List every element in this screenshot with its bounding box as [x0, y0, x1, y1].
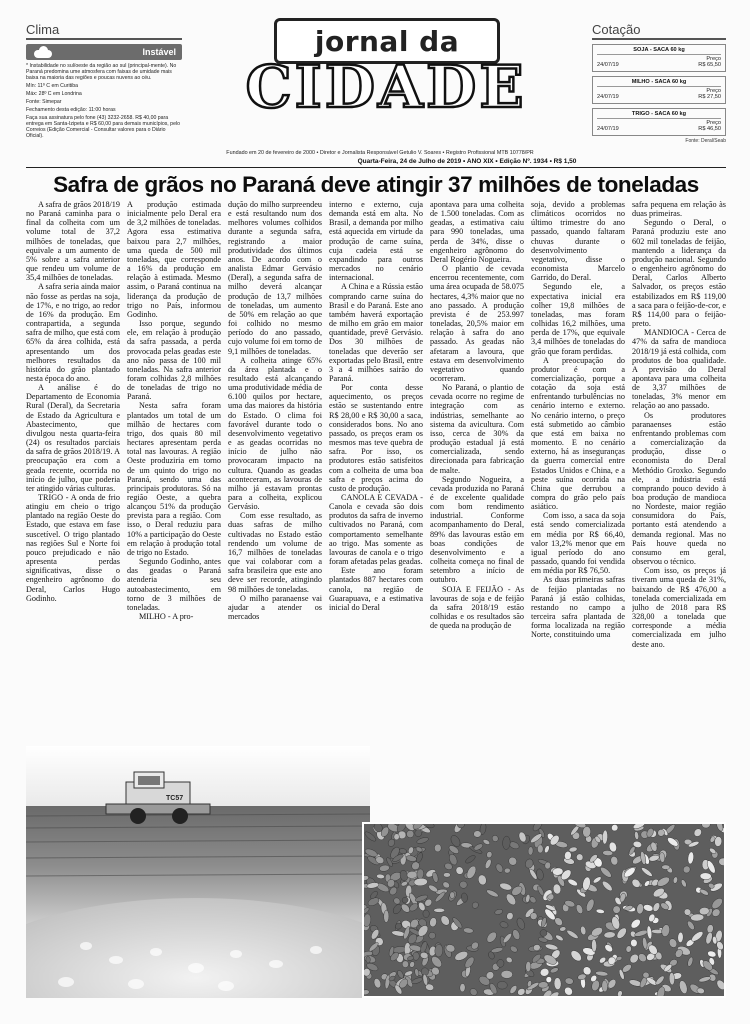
masthead-name-top: jornal da	[314, 24, 460, 58]
grain	[496, 959, 504, 968]
grain	[384, 910, 389, 922]
article-paragraph: Segundo Nogueira, a cevada produzida no Paraná é de excelente qualidade com bom rendimento industrial. Conforme acompanhamento do Deral, 89% das lavouras estão em boas condições de desenvolvimento e a colheita começa no final de setembro a início de outubro.	[430, 474, 524, 585]
grain	[434, 844, 441, 852]
article-paragraph: safra pequena em relação às duas primeiras.	[632, 200, 726, 219]
grain	[537, 845, 543, 853]
weather-note: Fonte: Simepar	[26, 99, 62, 105]
grain	[366, 956, 371, 963]
grain	[526, 961, 531, 971]
grain	[538, 981, 548, 988]
article-column	[632, 200, 726, 748]
article-column	[26, 200, 120, 748]
grain	[473, 831, 481, 838]
grain	[591, 939, 596, 952]
grain	[443, 873, 450, 878]
grain	[450, 892, 455, 899]
article-paragraph: MILHO - A pro-	[139, 612, 194, 622]
harvester-label: TC57	[166, 795, 184, 802]
grain	[412, 952, 419, 961]
article-paragraph: Com isso, a saca da soja está sendo comercializada em média por R$ 66,40, valor 13,2% menor que em igual período do ano passado, quando foi vendida em média por R$ 76,50.	[531, 511, 625, 576]
grains-photo	[362, 822, 726, 998]
grain	[460, 983, 466, 992]
article-body	[26, 200, 726, 748]
article-column	[430, 200, 524, 748]
weather-note: Fechamento desta edição: 11:00 horas	[26, 107, 116, 113]
grain	[602, 980, 608, 992]
quote-card	[592, 76, 726, 104]
quote-product: SOJA - SACA 60 kg	[597, 47, 721, 55]
article-paragraph: apontava para uma colheita de 1.500 toneladas. Com as geadas, a estimativa caiu para 990 toneladas, uma perda de 34%, disse o engenheiro agrônomo do Deral Rogério Nogueira.	[430, 200, 524, 264]
article-paragraph: TRIGO - A onda de frio atingiu em cheio o trigo plantado na região Oeste do Estado, que estava em fase suscetível. O trigo plantado nas regiões Sul e Norte foi pouco prejudicado e não apresenta perdas significativas, disse o engenheiro agrônomo do Deral, Carlos Hugo Godinho.	[26, 493, 120, 603]
article-paragraph: A safra seria ainda maior não fosse as perdas na soja, de 17%, e no trigo, ao redor de 16% da produção. Em contrapartida, a segunda safra de milho, que está com 65% da área colhida, está apresentando um dos melhores resultados da história do grão plantado nesta época do ano.	[26, 282, 120, 383]
masthead-date-line: Quarta-Feira, 24 de Julho de 2019 • ANO XIX • Edição Nº. 1934 • R$ 1,50	[357, 158, 577, 165]
grain	[678, 932, 684, 943]
grain	[630, 939, 637, 947]
weather-status: Instável	[142, 47, 176, 57]
article-paragraph: Isso porque, segundo ele, em relação à produção da safra passada, a perda provocada pelas geadas este ano não passa de 100 mil toneladas. Na safra anterior foram colhidas 2,8 milhões de toneladas de trigo no Paraná.	[127, 319, 221, 402]
grain	[402, 961, 408, 968]
article-paragraph: Segundo o Deral, o Paraná produziu este ano 602 mil toneladas de feijão, mantendo a liderança da produção nacional. Segundo o engenheiro agrônomo do Deral, Carlos Alberto Salvador, os preços estão estabilizados em R$ 119,00 a saca para o feijão-de-cor, e R$ 114,00 para o feijão-preto.	[632, 218, 726, 329]
quote-card	[592, 108, 726, 136]
article-headline: Safra de grãos no Paraná deve atingir 37 milhões de toneladas	[53, 172, 699, 197]
article-paragraph: soja, devido a problemas climáticos ocorridos no último trimestre do ano passado, quando faltaram chuvas durante o desenvolvimento vegetativo, disse o economista Marcelo Garrido, do Deral.	[531, 200, 625, 283]
quote-product: TRIGO - SACA 60 kg	[597, 111, 721, 119]
article-paragraph: Com isso, os preços já tiveram uma queda de 31%, baixando de R$ 476,00 a tonelada comercializada em julho de 2018 para R$ 328,00 a tonelada que corresponde a média comercializada em julho deste ano.	[632, 566, 726, 649]
grain	[669, 972, 675, 985]
article-paragraph: A China e a Rússia estão comprando carne suína do Brasil e do Paraná. Este ano também haverá exportação de milho em grão em maior quantidade, prevê Gervásio. Dos 30 milhões de toneladas que deverão ser exportadas pelo Brasil, entre 3 a 4 milhões sairão do Paraná.	[329, 282, 423, 383]
grain	[528, 847, 534, 856]
article-paragraph: Com esse resultado, as duas safras de milho cultivadas no Estado estão rendendo um volume de 16,7 milhões de toneladas que vai colaborar com a safra brasileira que este ano deve ser recorde, atingindo 98 milhões de toneladas.	[228, 511, 322, 594]
article-paragraph: O plantio de cevada encerrou recentemente, com uma área ocupada de 58.075 hectares, 4,3% maior que no ano passado. A produção prevista é de 253.997 toneladas, 20,5% maior em relação à safra do ano passado. As geadas não afetaram a lavoura, que estava em desenvolvimento vegetativo quando ocorreram.	[430, 264, 524, 383]
article-paragraph: As duas primeiras safras de feijão plantadas no Paraná já estão colhidas, restando no campo a terceira safra plantada de forma localizada na região Norte, constituindo uma	[531, 575, 625, 640]
masthead-name-big: CIDADE	[245, 53, 527, 121]
article-paragraph: A preocupação do produtor é com a comercialização, porque a cotação da soja está enfrentando turbulências no cenário interno e externo. No cenário interno, o preço está submetido ao câmbio que está em baixa no momento. E no cenário externo, há as inseguranças da guerra comercial entre Estados Unidos e China, e a peste suína ocorrida na China que derrubou a compra do grão pelo país asiático.	[531, 355, 625, 512]
article-paragraph: A colheita atinge 65% da área plantada e o resultado está alcançando uma produtividade média de 6.100 quilos por hectare, uma das maiores da história do Estado. O clima foi favorável durante todo o desenvolvimento vegetativo e as geadas ocorridas no início de julho não provocaram impacto na cultura. Quando as geadas aconteceram, as lavouras de milho já estavam prontas para a colheita, explicou Gervásio.	[228, 355, 322, 512]
quote-col-price: Preço	[706, 56, 721, 62]
grain	[394, 833, 400, 840]
article-column	[228, 200, 322, 748]
article-paragraph: MANDIOCA - Cerca de 47% da safra de mandioca 2018/19 já está colhida, com produtos de boa qualidade. A previsão do Deral apontava para uma colheita de 3,37 milhões de toneladas, 3% menor em relação ao ano passado.	[632, 328, 726, 411]
weather-note: Máx: 28º C em Londrina	[26, 91, 82, 97]
article-paragraph: SOJA E FEIJÃO - As lavouras de soja e de feijão da safra 2018/19 estão colhidas e os resultados são de queda na produção de	[430, 584, 524, 631]
grain	[544, 862, 550, 870]
article-column	[127, 200, 221, 748]
grain	[662, 865, 670, 870]
cloud-icon	[32, 46, 54, 58]
article-paragraph: Nesta safra foram plantados um total de um milhão de hectares com trigo, dos quais 80 mil hectares apresentam perda total nas lavouras. A região Oeste produziria em torno de um quinto do trigo no Paraná, sendo uma das principais produtoras. Só na região Oeste, a quebra alcançou 51% da produção prevista para a região. Com isso, o Deral reduziu para 10% a participação do Oeste em relação à produção total de trigo no Estado.	[127, 401, 221, 557]
weather-notes	[26, 63, 182, 139]
article-paragraph: Segundo ele, a expectativa inicial era colher 19,8 milhões de toneladas, mas foram colhidas 16,2 milhões, uma perda de 17%, que equivale 3,4 milhões de toneladas do grão que foram perdidas.	[531, 282, 625, 356]
masthead-founded-line: Fundado em 20 de fevereiro de 2000 • Diretor e Jornalista Responsável Getulio V. Soares • Registro Profissional MTB 10778/PR	[226, 150, 534, 156]
quote-price: R$ 65,50	[698, 62, 721, 68]
article-paragraph: A produção estimada inicialmente pelo Deral era de 3,2 milhões de toneladas. Agora essa estimativa baixou para 2,7 milhões, uma queda de 500 mil toneladas, que corresponde a 16% da produção em relação à estimada. Mesmo assim, o Paraná continua na liderança da produção de trigo no País, informou Godinho.	[127, 200, 221, 319]
grains-illustration	[364, 824, 724, 996]
article-paragraph: dução do milho surpreendeu e está resultando num dos melhores volumes colhidos durante a segunda safra, registrando a maior produtividade dos últimos anos. De acordo com o analista Edmar Gervásio (Deral), a segunda safra de milho deverá alcançar produção de 13,7 milhões de toneladas, um aumento de 50% em relação ao que foi colhido no mesmo período do ano passado, cujo volume foi em torno de 9,1 milhões de toneladas.	[228, 200, 322, 356]
grain	[423, 910, 430, 918]
article-column	[329, 200, 423, 748]
quote-product: MILHO - SACA 60 kg	[597, 79, 721, 87]
quote-day: 24/07/19	[597, 126, 619, 132]
harvester-illustration	[26, 746, 370, 998]
article-paragraph: Este ano foram plantados 887 hectares com canola, na região de Guarapuava, e a estimativa inicial do Deral	[329, 566, 423, 612]
weather-status-badge	[26, 44, 182, 60]
masthead	[196, 16, 576, 120]
article-paragraph: interno e externo, cuja demanda está em alta. No Brasil, a demanda por milho está aquecida em virtude da produção de carne suína, cuja cadeia está se expandindo para outros mercados no cenário internacional.	[329, 200, 423, 283]
grain	[497, 981, 507, 989]
grain	[501, 970, 513, 978]
grain	[434, 908, 445, 912]
weather-note: Faça sua assinatura pelo fone (43) 3232-2658. R$ 40,00 para entrega em Santa-Izipeta e R$ 60,00 para demais municípios, pelo Correios (Edição Comercial - Consultar valores para o Diário Oficial).	[26, 115, 180, 139]
divider	[26, 167, 726, 168]
weather-note: Mín: 11º C em Curitiba	[26, 83, 78, 89]
price-quotes-box	[592, 22, 726, 160]
article-paragraph: Os produtores paranaenses estão enfrentando problemas com a comercialização da produção, disse o economista do Deral Methódio Groxko. Segundo ele, a indústria está comprando pouco devido à boa produção de mandioca no Nordeste, maior região consumidora do País, portanto está atendendo a demanda regional. Mas no País houve queda no consumo em geral, observou o técnico.	[632, 410, 726, 567]
weather-box	[26, 22, 182, 142]
quotes-source: Fonte: Deral/Seab	[685, 138, 726, 144]
weather-title: Clima	[26, 22, 182, 40]
article-paragraph: A safra de grãos 2018/19 no Paraná caminha para o final da colheita com um volume total de 37,2 milhões de toneladas, que equivale a um aumento de 5% sobre a safra anterior que rendeu um volume de 35,4 milhões de toneladas.	[26, 200, 120, 283]
article-paragraph: O milho paranaense vai ajudar a atender os mercados	[228, 593, 322, 622]
article-paragraph: Por conta desse aquecimento, os preços estão se sustentando entre R$ 28,00 e R$ 30,00 a saca, considerados bons. No ano passado, os preços eram os mesmos mas teve quebra de safra. Por isso, os produtores estão satisfeitos com a colheita de uma boa safra e preços acima do custo de produção.	[329, 383, 423, 493]
quote-price: R$ 27,50	[698, 94, 721, 100]
quote-price: R$ 46,50	[698, 126, 721, 132]
quote-day: 24/07/19	[597, 62, 619, 68]
weather-note: * Instabilidade no sul/oeste da região ao sul (principal-mente). No Paraná predomina ume atmosfera com faixas de umidade mais baixa na maioria das regiões e poucas nuvens ao céu.	[26, 63, 177, 81]
quote-card	[592, 44, 726, 72]
article-paragraph: A análise é do Departamento de Economia Rural (Deral), da Secretaria de Estado da Agricultura e Abastecimento, que divulgou nesta quarta-feira (24) os resultados parciais da safra de grãos 2018/19. A preocupação era com a geada recente, ocorrida no início de julho, que poderia ter atingido várias culturas.	[26, 383, 120, 493]
article-paragraph: Segundo Godinho, antes das geadas o Paraná atenderia seu autoabastecimento, em torno de 3 milhões de toneladas.	[127, 557, 221, 612]
article-paragraph: No Paraná, o plantio de cevada ocorre no regime de integração com as indústrias, semelhante ao sistema da avicultura. Com isso, cerca de 30% da produção estadual já está comercializada, sendo direcionada para fabricação de malte.	[430, 383, 524, 475]
quotes-title: Cotação	[592, 22, 726, 40]
quote-col-price: Preço	[706, 88, 721, 94]
quote-col-price: Preço	[706, 120, 721, 126]
article-column	[531, 200, 625, 748]
article-paragraph: CANOLA E CEVADA - Canola e cevada são dois produtos da safra de inverno cultivados no Paraná, com comportamento semelhante ao trigo. Mas somente as lavouras de canola e o trigo foram afetadas pelas geadas.	[329, 493, 423, 567]
quote-day: 24/07/19	[597, 94, 619, 100]
harvest-photo	[26, 746, 370, 998]
